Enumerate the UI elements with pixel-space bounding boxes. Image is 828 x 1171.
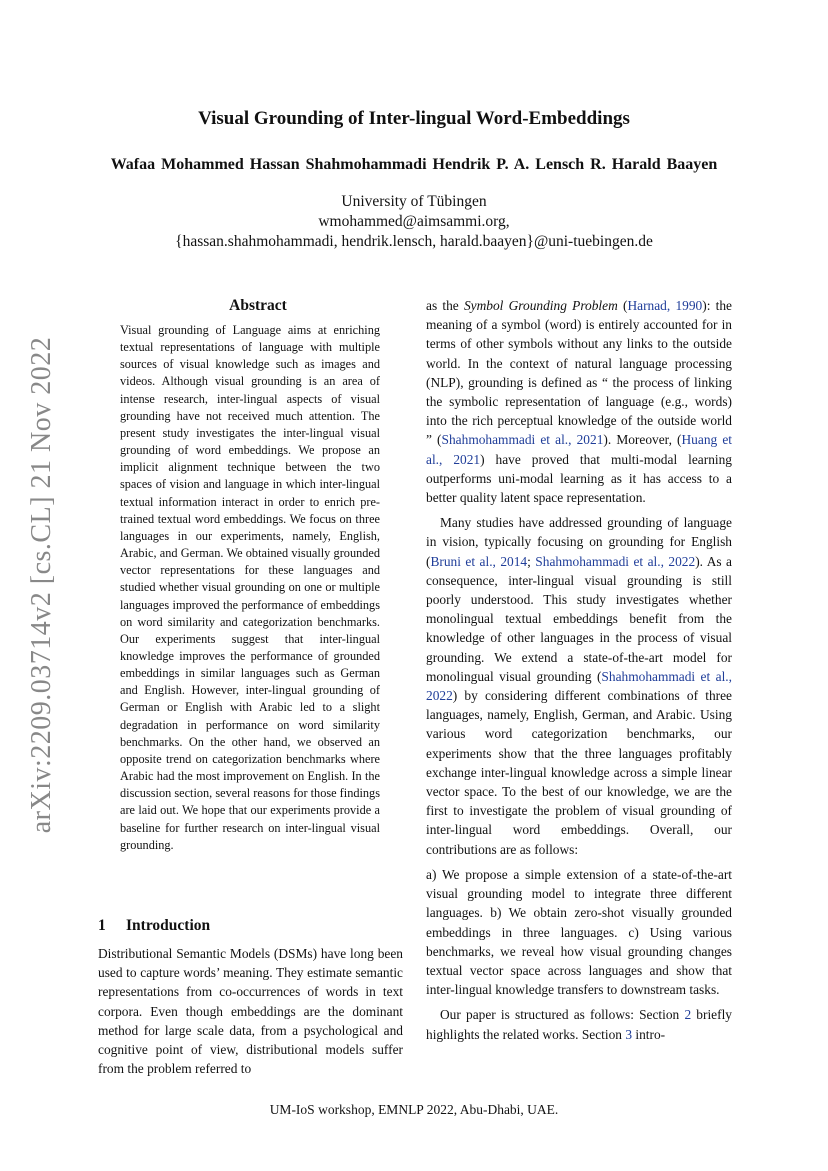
- intro-text: Distributional Semantic Models (DSMs) have long been used to capture words’ meaning. They estimate semantic representations from co-occurrences of words in text corpora. Even though embeddings are the dominant method for large scale data, from a psychological and cognitive point of view, distributional models suffer from the problem referred to: [98, 946, 403, 1077]
- right-paragraph-2: [426, 513, 732, 859]
- citation-link[interactable]: Harnad, 1990: [627, 298, 703, 313]
- abstract-text: Visual grounding of Language aims at enriching textual representations of language with multiple sources of visual knowledge such as images and videos. Although visual grounding is an area of intense research, inter-lingual aspects of visual grounding have not received much attention. The present study investigates the inter-lingual visual grounding of word embeddings. We propose an implicit alignment technique between the two spaces of vision and language in which inter-lingual textual information interact in order to enrich pre-trained textual word embeddings. We focus on three languages in our experiments, namely, English, Arabic, and German. We obtained visually grounded vector representations for these languages and studied whether visual grounding on one or multiple languages improved the performance of embeddings on word similarity and categorization benchmarks. Our experiments suggest that inter-lingual knowledge improves the performance of grounded embeddings in similar languages such as German and English. However, inter-lingual grounding of German or English with Arabic led to a slight degradation in performance on word similarity benchmarks. On the other hand, we observed an opposite trend on categorization benchmarks where Arabic had the most improvement on English. In the discussion section, several reasons for those findings are laid out. We hope that our experiments provide a baseline for further research on inter-lingual visual grounding.: [120, 323, 380, 852]
- citation-link[interactable]: Shahmohammadi et al., 2021: [441, 432, 604, 448]
- section-ref-link[interactable]: 2: [684, 1007, 692, 1023]
- citation-link[interactable]: Bruni et al., 2014: [430, 553, 528, 569]
- affiliation-university: University of Tübingen: [341, 193, 487, 210]
- text-run: briefly highlights the related works. Section: [426, 1007, 733, 1042]
- abstract-heading: Abstract: [229, 297, 287, 314]
- text-run: ). Moreover, (: [603, 432, 682, 448]
- page-footer: UM-IoS workshop, EMNLP 2022, Abu-Dhabi, UAE.: [269, 1102, 559, 1117]
- text-run: as the: [426, 298, 464, 313]
- intro-paragraph-1: [98, 944, 403, 1078]
- arxiv-stamp: [8, 290, 58, 880]
- text-run: ) by considering different combinations of three languages, namely, English, German, and Arabic. Using various word categorization benchmarks, our experiments show that the three languages profitably exchange inter-lingual knowledge across a simple linear vector space. To the best of our knowledge, we are the first to investigate the problem of visual grounding of inter-lingual word embeddings. Overall, our contributions are as follows:: [426, 688, 732, 857]
- text-run: Our paper is structured as follows: Section: [440, 1007, 685, 1023]
- section-number: 1: [98, 917, 106, 934]
- affiliation-email-1: wmohammed@aimsammi.org,: [318, 213, 510, 230]
- citation-link[interactable]: Huang et al., 2021: [426, 432, 732, 467]
- text-run: ): the meaning of a symbol (word) is entirely accounted for in terms of other symbols without any links to the outside world. In the context of natural language processing (NLP), grounding is defined as “ the process of linking the symbolic representation of language (e.g., words) into the rich perceptual knowledge of the outside world ” (: [426, 298, 733, 448]
- text-run: ). As a consequence, inter-lingual visual grounding is still poorly understood. This study investigates whether monolingual textual embeddings benefit from the knowledge of other languages in the process of visual grounding. We extend a state-of-the-art model for monolingual visual grounding (: [426, 553, 732, 684]
- text-run: intro-: [632, 1026, 666, 1042]
- section-ref-link[interactable]: 3: [625, 1026, 633, 1042]
- right-column: [426, 296, 732, 1044]
- text-run: Many studies have addressed grounding of language in vision, typically focusing on grounding for English (: [426, 515, 732, 569]
- author-list: Wafaa Mohammed Hassan Shahmohammadi Hendrik P. A. Lensch R. Harald Baayen: [110, 156, 718, 173]
- section-title: Introduction: [126, 917, 211, 934]
- text-run: ) have proved that multi-modal learning outperforms uni-modal learning as it has access to a better quality latent space representation.: [426, 451, 732, 506]
- affiliation-email-2: {hassan.shahmohammadi, hendrik.lensch, harald.baayen}@uni-tuebingen.de: [175, 233, 653, 250]
- text-run: (: [617, 298, 628, 313]
- abstract-body: [120, 322, 380, 854]
- paper-title: Visual Grounding of Inter-lingual Word-Embeddings: [198, 108, 630, 129]
- arxiv-stamp-text: arXiv:2209.03714v2 [cs.CL] 21 Nov 2022: [26, 336, 57, 834]
- right-paragraph-1: [426, 296, 732, 507]
- citation-link[interactable]: Shahmohammadi et al., 2022: [535, 553, 696, 569]
- emphasis-symbol-grounding: Symbol Grounding Problem: [463, 298, 618, 313]
- section-heading-introduction: [98, 917, 210, 935]
- text-run: ;: [527, 553, 536, 569]
- right-paragraph-4: [426, 1005, 732, 1043]
- citation-link[interactable]: Shahmohammadi et al., 2022: [426, 668, 732, 704]
- right-paragraph-3: a) We propose a simple extension of a state-of-the-art visual grounding model to integrate three different languages. b) We obtain zero-shot visually grounded embeddings in three languages. c) Using various benchmarks, we reveal how visual grounding changes textual vector space across languages and show that inter-lingual knowledge transfers to downstream tasks.: [426, 866, 732, 998]
